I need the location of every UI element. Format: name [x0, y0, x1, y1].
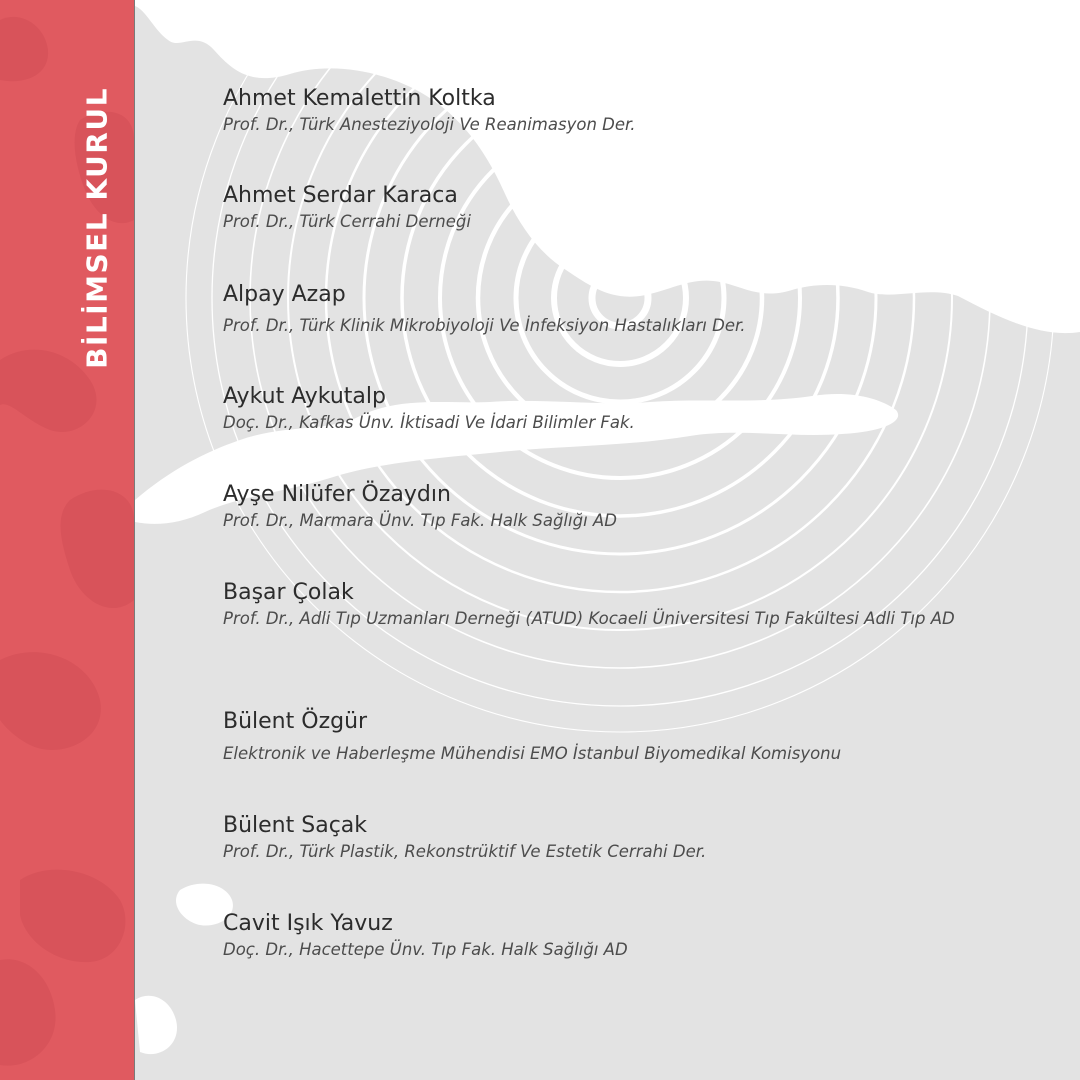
member-role: Prof. Dr., Türk Anesteziyoloji Ve Reanimasyon Der. [223, 115, 636, 134]
member-name: Başar Çolak [223, 580, 354, 605]
member-name: Alpay Azap [223, 282, 346, 307]
member-name: Bülent Saçak [223, 813, 368, 838]
member-name: Ayşe Nilüfer Özaydın [223, 482, 451, 507]
member-role: Doç. Dr., Kafkas Ünv. İktisadi Ve İdari Bilimler Fak. [223, 413, 635, 432]
member-name: Bülent Özgür [223, 709, 368, 734]
member-role: Prof. Dr., Adli Tıp Uzmanları Derneği (ATUD) Kocaeli Üniversitesi Tıp Fakültesi Adli Tıp AD [223, 609, 955, 628]
member-role: Prof. Dr., Marmara Ünv. Tıp Fak. Halk Sağlığı AD [223, 511, 617, 530]
member-role: Elektronik ve Haberleşme Mühendisi EMO İstanbul Biyomedikal Komisyonu [223, 744, 842, 763]
member-list [223, 0, 1043, 1080]
member-role: Prof. Dr., Türk Klinik Mikrobiyoloji Ve İnfeksiyon Hastalıkları Der. [223, 316, 746, 335]
member-name: Ahmet Kemalettin Koltka [223, 86, 496, 111]
section-title: BİLİMSEL KURUL [80, 87, 114, 369]
member-role: Doç. Dr., Hacettepe Ünv. Tıp Fak. Halk Sağlığı AD [223, 940, 628, 959]
member-role: Prof. Dr., Türk Plastik, Rekonstrüktif Ve Estetik Cerrahi Der. [223, 842, 707, 861]
member-role: Prof. Dr., Türk Cerrahi Derneği [223, 212, 471, 231]
sidebar [0, 0, 135, 1080]
sidebar-camouflage-pattern [0, 0, 134, 1080]
member-name: Ahmet Serdar Karaca [223, 183, 458, 208]
member-name: Cavit Işık Yavuz [223, 911, 393, 936]
member-name: Aykut Aykutalp [223, 384, 386, 409]
